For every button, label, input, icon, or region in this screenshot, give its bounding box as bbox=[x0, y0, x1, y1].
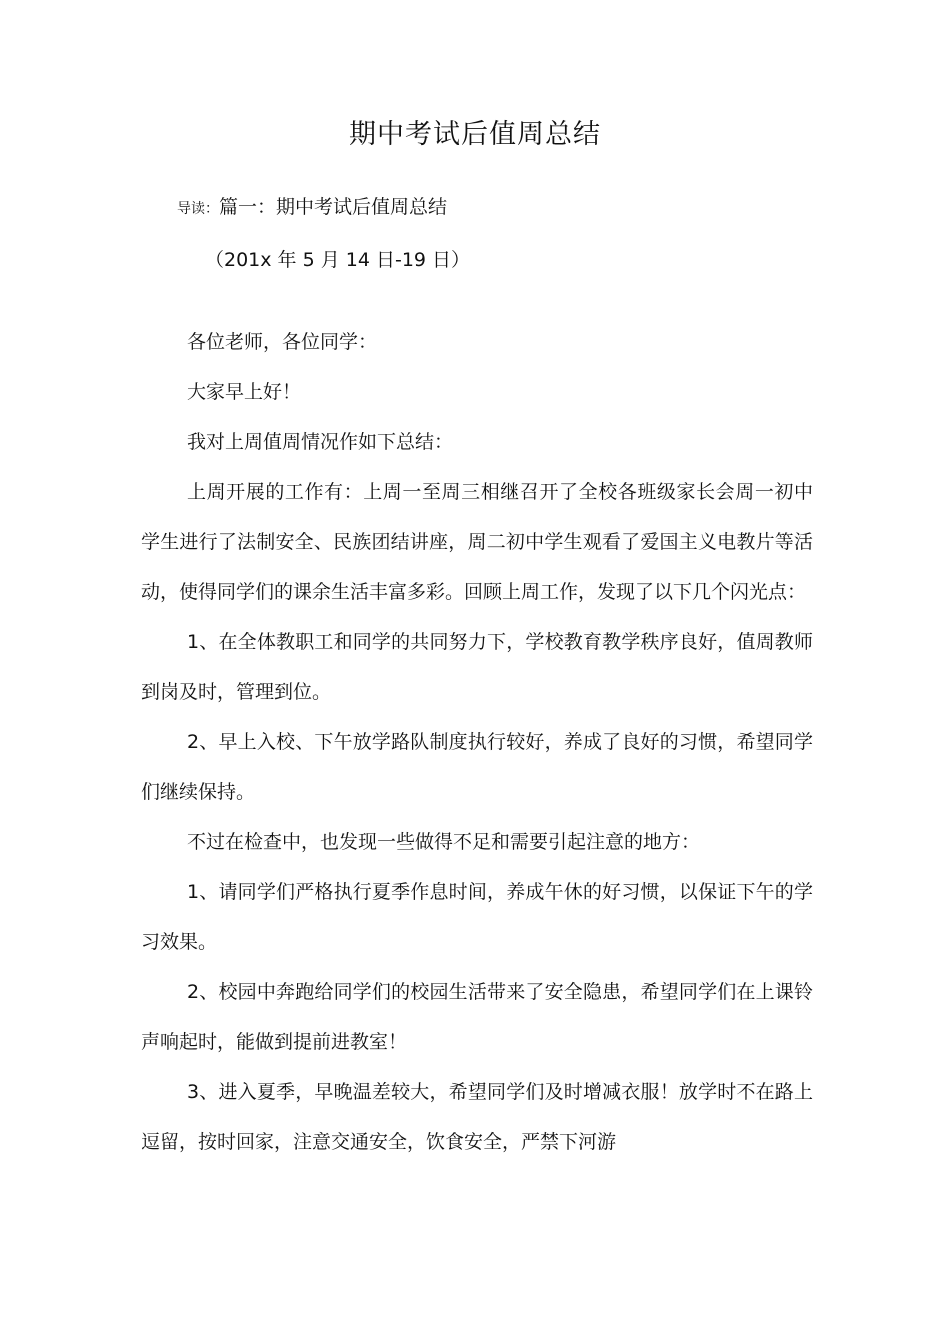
paragraph-greeting: 各位老师，各位同学： bbox=[187, 331, 378, 353]
date-range: （201x 年 5 月 14 日-19 日） bbox=[205, 249, 471, 271]
paragraph-issue-1: 1、请同学们严格执行夏季作息时间，养成午休的好习惯，以保证下午的学习效果。 bbox=[141, 881, 813, 953]
paragraph-issues-intro: 不过在检查中，也发现一些做得不足和需要引起注意的地方： bbox=[187, 831, 701, 853]
paragraph-good-morning: 大家早上好！ bbox=[187, 381, 302, 403]
paragraph-intro: 我对上周值周情况作如下总结： bbox=[187, 431, 454, 453]
lead-line bbox=[177, 193, 447, 223]
paragraph-highlight-1: 1、在全体教职工和同学的共同努力下，学校教育教学秩序良好，值周教师到岗及时，管理到位。 bbox=[141, 631, 813, 703]
paragraph-issue-2: 2、校园中奔跑给同学们的校园生活带来了安全隐患，希望同学们在上课铃声响起时，能做到提前进教室！ bbox=[141, 981, 813, 1053]
page-title: 期中考试后值周总结 bbox=[349, 119, 601, 150]
paragraph-highlight-2: 2、早上入校、下午放学路队制度执行较好，养成了良好的习惯，希望同学们继续保持。 bbox=[141, 731, 813, 803]
paragraph-work-summary: 上周开展的工作有：上周一至周三相继召开了全校各班级家长会周一初中学生进行了法制安全、民族团结讲座，周二初中学生观看了爱国主义电教片等活动，使得同学们的课余生活丰富多彩。回顾上周工作，发现了以下几个闪光点： bbox=[141, 481, 813, 603]
lead-label: 导读： bbox=[177, 201, 219, 217]
lead-text: 篇一：期中考试后值周总结 bbox=[219, 196, 448, 218]
paragraph-issue-3: 3、进入夏季，早晚温差较大，希望同学们及时增减衣服！放学时不在路上逗留，按时回家，注意交通安全，饮食安全，严禁下河游 bbox=[141, 1081, 813, 1153]
document-body bbox=[141, 317, 813, 1167]
